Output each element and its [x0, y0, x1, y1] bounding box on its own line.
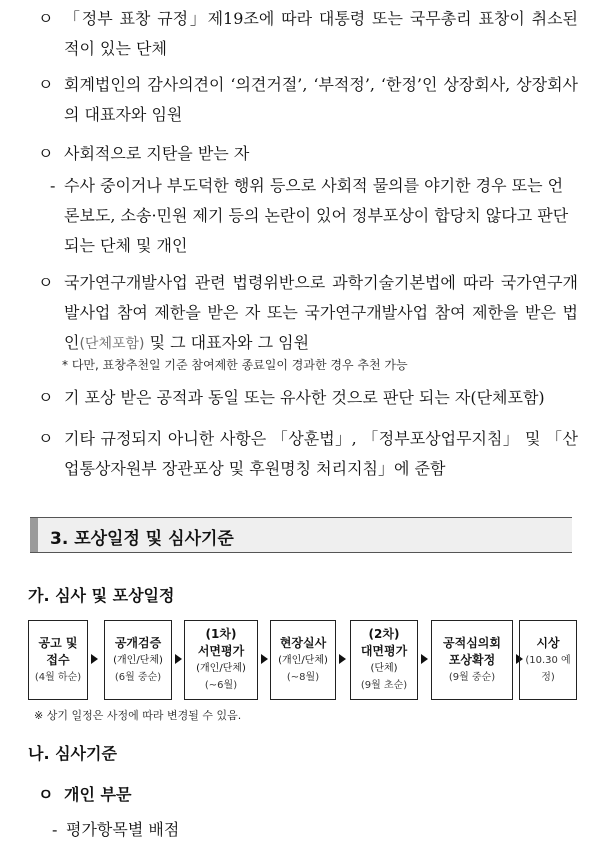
individual-title: 개인 부문 — [64, 785, 132, 804]
criteria-text: 수사 중이거나 부도덕한 행위 등으로 사회적 물의를 야기한 경우 또는 언론보도, 소송·민원 제기 등의 논란이 있어 정부포상이 합당치 않다고 판단되는 단체 및 개인 — [64, 176, 569, 255]
flow-step-label: 공적심의회 — [443, 635, 501, 650]
criteria-text: 회계법인의 감사의견이 ‘의견거절’, ‘부적정’, ‘한정’인 상장회사, 상장회사의 대표자와 임원 — [64, 75, 578, 124]
flow-step-target: (개인/단체) — [113, 654, 163, 666]
flow-step-label: (2차) — [368, 627, 400, 641]
score-item — [40, 815, 580, 845]
flow-arrow-icon — [339, 654, 346, 664]
flow-step — [270, 620, 336, 700]
flow-step-label: 서면평가 — [197, 644, 245, 658]
flow-step-label: 현장실사 — [279, 635, 327, 650]
flow-step-label: 접수 — [46, 652, 70, 667]
criteria-item — [38, 424, 578, 484]
flow-arrow-icon — [175, 654, 182, 664]
schedule-note: ※ 상기 일정은 사정에 따라 변경될 수 있음. — [34, 709, 242, 722]
bullet-marker: ㅇ — [38, 785, 54, 804]
footnote: * 다만, 표창추천일 기준 참여제한 종료일이 경과한 경우 추천 가능 — [62, 358, 408, 372]
flow-arrow-icon — [91, 654, 98, 664]
dash-marker: - — [50, 176, 56, 195]
section-title: 3. 포상일정 및 심사기준 — [50, 529, 234, 549]
criteria-text: 기 포상 받은 공적과 동일 또는 유사한 것으로 판단 되는 자(단체포함) — [64, 388, 545, 407]
flow-step — [350, 620, 418, 700]
flow-step-timing: (6월 중순) — [114, 671, 162, 683]
flow-step-timing: (9월 초순) — [360, 680, 408, 691]
criteria-item — [38, 4, 578, 64]
criteria-item — [38, 268, 578, 359]
flow-step — [519, 620, 577, 700]
flow-step-label: 시상 — [536, 635, 560, 650]
criteria-item — [38, 383, 578, 413]
flow-step — [104, 620, 172, 700]
bullet-marker: ㅇ — [38, 144, 54, 163]
score-text: 평가항목별 배점 — [66, 820, 180, 839]
criteria-item — [38, 139, 578, 169]
criteria-text: 기타 규정되지 아니한 사항은 「상훈법」, 「정부포상업무지침」 및 「산업통상자원부 장관포상 및 후원명칭 처리지침」에 준함 — [64, 429, 578, 478]
flow-step-label: 공개검증 — [114, 635, 162, 650]
flow-step-target: (단체) — [370, 663, 398, 674]
flow-step-label: 공고 및 — [38, 635, 78, 650]
flow-step-label: 대면평가 — [360, 644, 408, 658]
flow-step — [28, 620, 88, 700]
bullet-marker: ㅇ — [38, 388, 54, 407]
bullet-marker: ㅇ — [38, 429, 54, 448]
bullet-marker: ㅇ — [38, 75, 54, 94]
flow-arrow-icon — [421, 654, 428, 664]
flow-step-timing: (~6월) — [204, 680, 238, 691]
flow-step-timing: (9월 중순) — [448, 671, 496, 683]
criteria-text: 국가연구개발사업 관련 법령위반으로 과학기술기본법에 따라 국가연구개발사업 참여 제한을 받은 자 또는 국가연구개발사업 참여 제한을 받은 법인(단체포함) 및 그 대표자와 그 임원 — [64, 273, 578, 352]
flow-step-target: (개인/단체) — [196, 663, 246, 674]
flow-step — [184, 620, 258, 700]
flow-step-timing: (~8월) — [286, 671, 320, 683]
individual-category — [38, 782, 131, 805]
bullet-marker: ㅇ — [38, 273, 54, 292]
criteria-item — [38, 70, 578, 130]
criteria-text: 「정부 표창 규정」제19조에 따라 대통령 또는 국무총리 표창이 취소된 적이 있는 단체 — [64, 9, 578, 58]
flow-step-timing: (10.30 예정) — [525, 654, 571, 683]
criteria-text: 사회적으로 지탄을 받는 자 — [64, 144, 250, 163]
section-header — [30, 517, 572, 553]
flow-step-timing: (4월 하순) — [34, 671, 82, 683]
subsection-title-criteria: 나. 심사기준 — [28, 744, 117, 763]
flow-step-label: (1차) — [205, 627, 237, 641]
dash-marker: - — [52, 820, 58, 839]
criteria-subitem — [38, 171, 578, 261]
flow-step-label: 포상확정 — [448, 652, 496, 667]
flow-arrow-icon — [261, 654, 268, 664]
bullet-marker: ㅇ — [38, 9, 54, 28]
flow-step-target: (개인/단체) — [278, 654, 328, 666]
gray-annotation: (단체포함) — [79, 336, 145, 352]
flow-step — [431, 620, 513, 700]
section-accent-bar — [30, 518, 38, 552]
subsection-title-schedule: 가. 심사 및 포상일정 — [28, 586, 175, 605]
